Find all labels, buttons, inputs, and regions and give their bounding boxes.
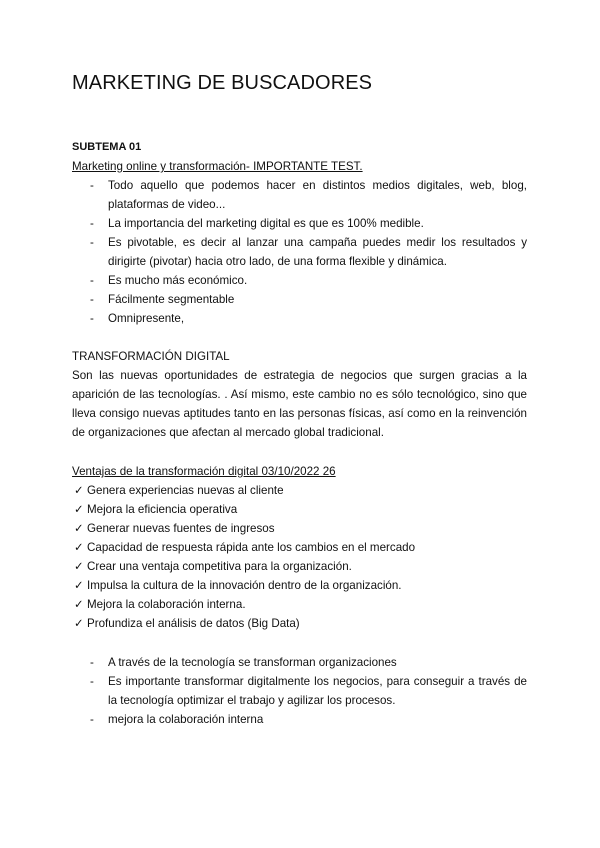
list-item: - Todo aquello que podemos hacer en distintos medios digitales, web, blog, plataformas de video... [72,176,527,214]
transformacion-section [72,347,527,442]
ventajas-section [72,462,527,633]
list-item-text: Impulsa la cultura de la innovación dentro de la organización. [87,579,402,592]
list-item [72,500,527,519]
list-item-text: Profundiza el análisis de datos (Big Data) [87,617,300,630]
subtema-label: SUBTEMA 01 [72,141,142,153]
subtema-heading: Marketing online y transformación- IMPORTANTE TEST. [72,160,363,173]
check-icon: ✓ [74,484,84,497]
check-icon: ✓ [74,522,84,535]
list-item [72,557,527,576]
list-item: - A través de la tecnología se transforman organizaciones [72,653,527,672]
list-item-text: Crear una ventaja competitiva para la organización. [87,560,352,573]
notas-section [72,653,527,729]
check-icon: ✓ [74,541,84,554]
subtema-section [72,138,527,328]
transformacion-heading: TRANSFORMACIÓN DIGITAL [72,350,230,363]
list-item [72,538,527,557]
ventajas-heading: Ventajas de la transformación digital 03/10/2022 26 [72,465,336,478]
list-item: - Es mucho más económico. [72,271,527,290]
check-icon: ✓ [74,598,84,611]
list-item: - Omnipresente, [72,309,527,328]
list-item-text: Mejora la eficiencia operativa [87,503,238,516]
list-item [72,519,527,538]
list-item: - Es pivotable, es decir al lanzar una campaña puedes medir los resultados y dirigirte (pivotar) hacia otro lado, de una forma flexible y dinámica. [72,233,527,271]
ventajas-list [72,481,527,633]
list-item-text: Mejora la colaboración interna. [87,598,246,611]
transformacion-paragraph: Son las nuevas oportunidades de estrategia de negocios que surgen gracias a la aparición de las tecnologías. . Así mismo, este cambio no es sólo tecnológico, sino que lleva consigo nuevas aptitudes tanto en las personas físicas, así como en la reinvención de organizaciones que afectan al mercado global tradicional. [72,369,527,439]
subtema-list [72,176,527,328]
list-item: - Fácilmente segmentable [72,290,527,309]
check-icon: ✓ [74,579,84,592]
list-item [72,595,527,614]
list-item: - mejora la colaboración interna [72,710,527,729]
list-item-text: Capacidad de respuesta rápida ante los cambios en el mercado [87,541,416,554]
notas-list [72,653,527,729]
list-item-text: Genera experiencias nuevas al cliente [87,484,284,497]
document-title: MARKETING DE BUSCADORES [72,72,373,94]
check-icon: ✓ [74,560,84,573]
list-item [72,576,527,595]
list-item [72,614,527,633]
list-item: - La importancia del marketing digital es que es 100% medible. [72,214,527,233]
list-item-text: Generar nuevas fuentes de ingresos [87,522,275,535]
list-item: - Es importante transformar digitalmente los negocios, para conseguir a través de la tecnología optimizar el trabajo y agilizar los procesos. [72,672,527,710]
check-icon: ✓ [74,617,84,630]
check-icon: ✓ [74,503,84,516]
list-item [72,481,527,500]
